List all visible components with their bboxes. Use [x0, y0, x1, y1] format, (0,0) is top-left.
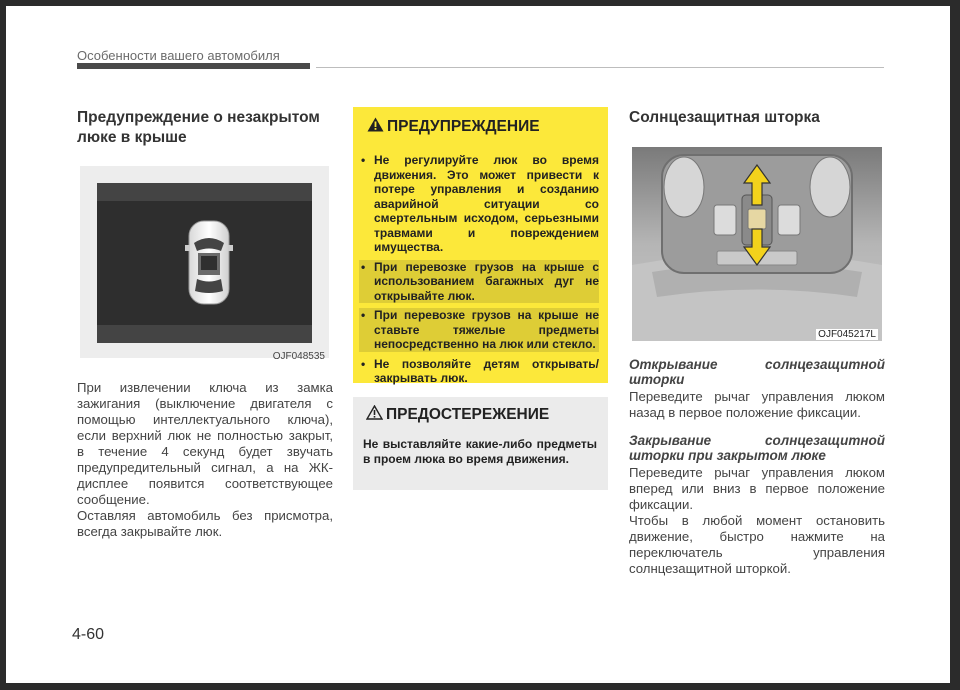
body-text — [77, 380, 333, 540]
caution-text: Не выставляйте какие-либо предметы в проем люка во время движения. — [363, 437, 597, 466]
subheading-closing: Закрывание солнцезащитной шторки при закрытом люке — [629, 433, 885, 463]
warning-heading — [367, 117, 540, 136]
warning-title: ПРЕДУПРЕЖДЕНИЕ — [387, 118, 540, 135]
sunroof-warning-title: Предупреждение о незакрытом люке в крыше — [77, 109, 320, 146]
car-top-view-icon — [97, 183, 312, 343]
header-rule — [316, 67, 884, 68]
figure-code: OJF048535 — [272, 351, 325, 362]
warning-triangle-icon — [367, 117, 384, 132]
section-header: Особенности вашего автомобиля — [77, 48, 280, 63]
figure-code: OJF045217L — [818, 329, 876, 340]
lcd-screen — [97, 183, 312, 343]
caution-title: ПРЕДОСТЕРЕЖЕНИЕ — [386, 406, 550, 423]
header-bar — [77, 63, 310, 69]
closing-instructions — [629, 465, 885, 577]
paragraph: Оставляя автомобиль без присмотра, всегда закрывайте люк. — [77, 508, 333, 539]
warning-box — [353, 107, 608, 383]
paragraph: При извлечении ключа из замка зажигания (выключение двигателя с помощью интеллектуального ключа), если верхний люк не полностью закрыт, в течение 4 секунд будет звучать предупредительный сигнал, а на ЖК-дисплее появится соответствующее сообщение. — [77, 380, 333, 507]
warning-list — [359, 153, 599, 391]
paragraph: Чтобы в любой момент остановить движение, быстро нажмите на переключатель управления солнцезащитной шторкой. — [629, 513, 885, 576]
overhead-console-figure — [632, 147, 882, 341]
caution-heading — [366, 405, 549, 424]
overhead-console-illustration — [632, 147, 882, 341]
opening-instructions: Переведите рычаг управления люком назад в первое положение фиксации. — [629, 389, 885, 420]
manual-page — [6, 6, 950, 683]
paragraph: Переведите рычаг управления люком вперед или вниз в первое положение фиксации. — [629, 465, 885, 512]
list-item: • Не регулируйте люк во время движения. Это может привести к потере управления и созданию аварийной ситуации со смертельным исходом, серьезными травмами и повреждением имущества. — [359, 153, 599, 255]
dashboard-display-figure — [80, 166, 329, 362]
list-item: • При перевозке грузов на крыше с использованием багажных дуг не открывайте люк. — [359, 260, 599, 304]
list-item: • Не позволяйте детям открывать/закрывать люк. — [359, 357, 599, 386]
caution-box — [353, 397, 608, 490]
page-number: 4-60 — [72, 626, 105, 643]
subheading-opening: Открывание солнцезащитной шторки — [629, 357, 885, 387]
list-item: • При перевозке грузов на крыше не ставьте тяжелые предметы непосредственно на люк или стекло. — [359, 308, 599, 352]
sunshade-title: Солнцезащитная шторка — [629, 109, 820, 126]
caution-triangle-icon — [366, 405, 383, 420]
